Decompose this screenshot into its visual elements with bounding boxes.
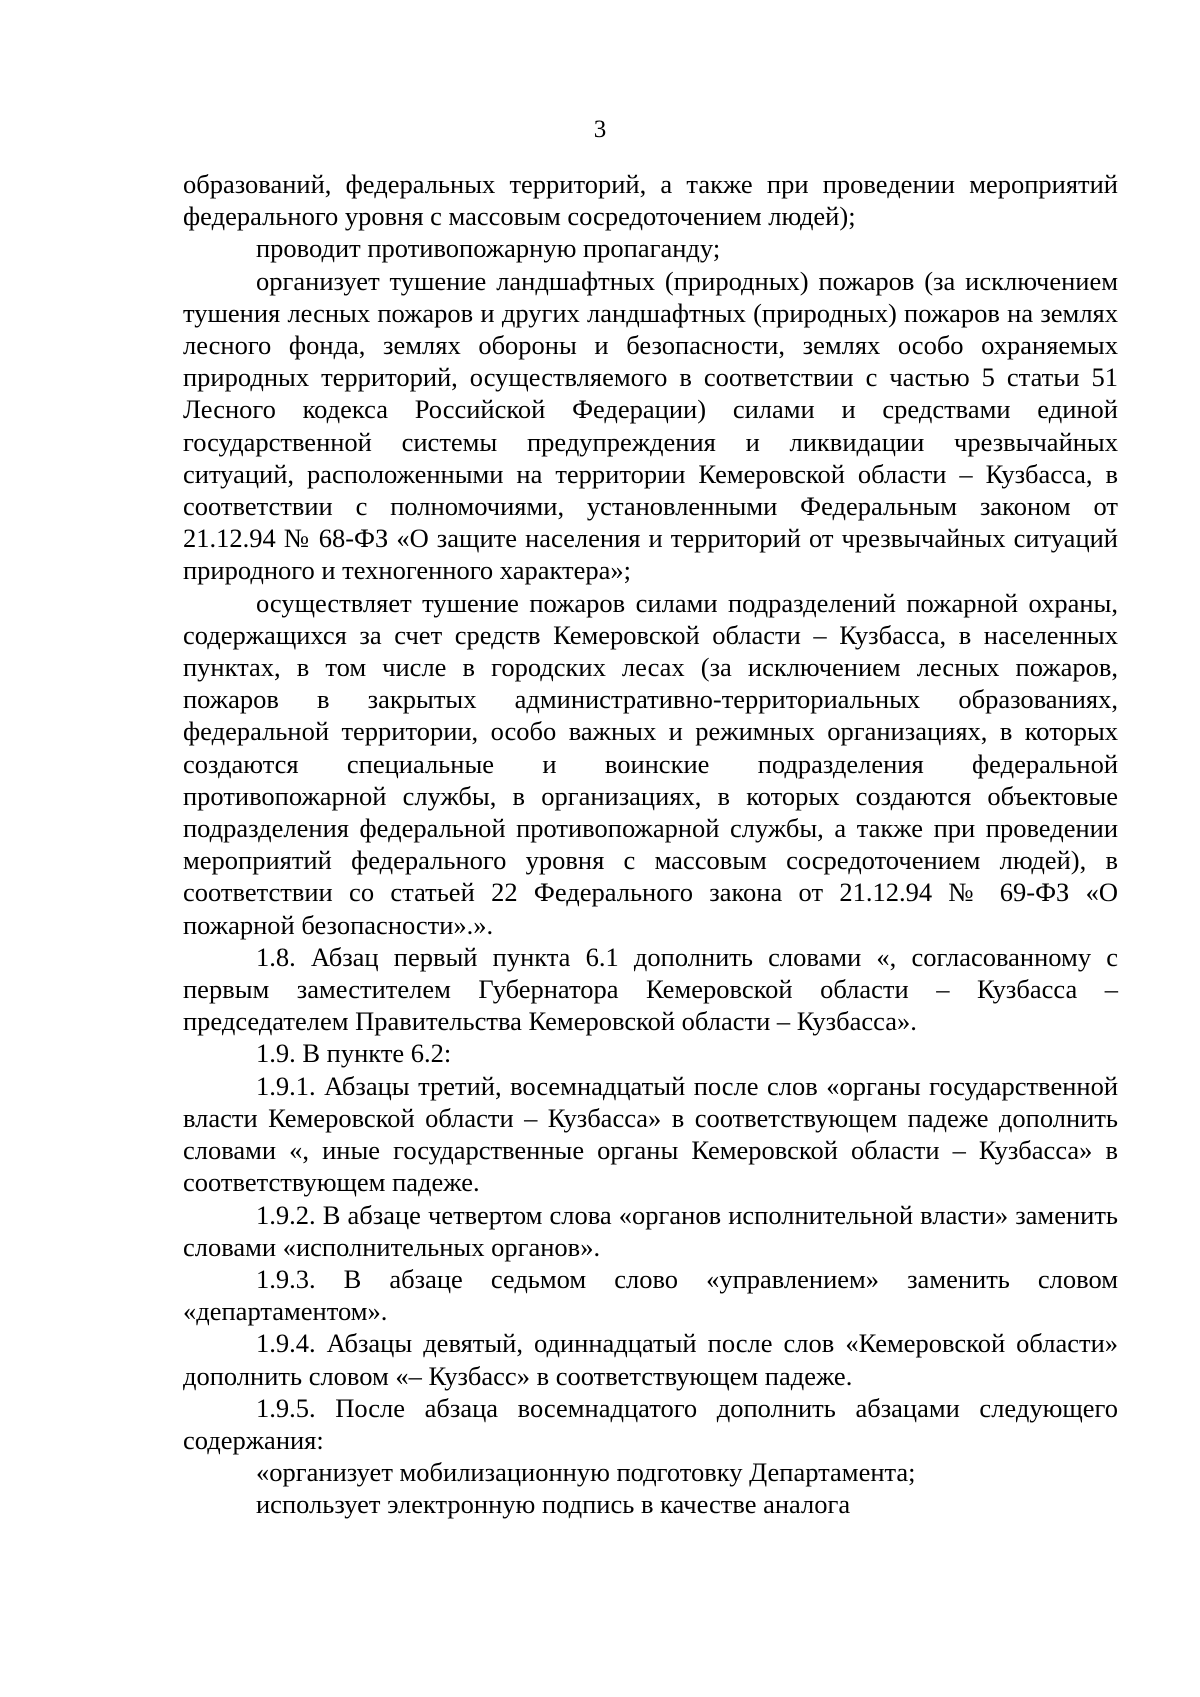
paragraph-mobilization: «организует мобилизационную подготовку Департамента; [256,1457,916,1488]
page-number: 3 [593,116,607,143]
paragraph-item-1-9-5: 1.9.5. После абзаца восемнадцатого дополнить абзацами следующего содержания: [183,1392,1118,1455]
paragraph-propaganda: проводит противопожарную пропаганду; [256,233,721,264]
paragraph-item-1-8: 1.8. Абзац первый пункта 6.1 дополнить словами «, согласованному с первым заместителем Губернатора Кемеровской области – Кузбасса – председателем Правительства Кемеровской области – Кузбасса». [183,941,1118,1037]
paragraph-item-1-9: 1.9. В пункте 6.2: [256,1038,452,1069]
paragraph-item-1-9-3: 1.9.3. В абзаце седьмом слово «управлением» заменить словом «департаментом». [183,1263,1118,1327]
paragraph-fire-extinguishing: осуществляет тушение пожаров силами подразделений пожарной охраны, содержащихся за счет средств Кемеровской области – Кузбасса, в населенных пунктах, в том числе в городских лесах (за исключением лесных пожаров, пожаров в закрытых административно-территориальных образованиях, федеральной территории, особо важных и режимных организациях, в которых создаются специальные и воинские подразделения федеральной противопожарной службы, в организациях, в которых создаются объектовые подразделения федеральной противопожарной службы, а также при проведении мероприятий федерального уровня с массовым сосредоточением людей), в соответствии со статьей 22 Федерального закона от 21.12.94 № 69-ФЗ «О пожарной безопасности».». [183,587,1118,940]
paragraph-item-1-9-1: 1.9.1. Абзацы третий, восемнадцатый после слов «органы государственной власти Кемеровской области – Кузбасса» в соответствующем падеже дополнить словами «, иные государственные органы Кемеровской области – Кузбасса» в соответствующем падеже. [183,1070,1118,1198]
paragraph-item-1-9-2: 1.9.2. В абзаце четвертом слова «органов исполнительной власти» заменить словами «исполнительных органов». [183,1199,1118,1262]
paragraph-continuation: образований, федеральных территорий, а также при проведении мероприятий федерального уровня с массовым сосредоточением людей); [183,169,1118,232]
paragraph-electronic-signature: использует электронную подпись в качестве аналога [256,1489,851,1520]
paragraph-landscape-fires: организует тушение ландшафтных (природных) пожаров (за исключением тушения лесных пожаров и других ландшафтных (природных) пожаров на землях лесного фонда, землях обороны и безопасности, землях особо охраняемых природных территорий, осуществляемого в соответствии с частью 5 статьи 51 Лесного кодекса Российской Федерации) силами и средствами единой государственной системы предупреждения и ликвидации чрезвычайных ситуаций, расположенными на территории Кемеровской области – Кузбасса, в соответствии с полномочиями, установленными Федеральным законом от 21.12.94 № 68-ФЗ «О защите населения и территорий от чрезвычайных ситуаций природного и техногенного характера»; [183,265,1118,586]
document-body [183,168,1118,1521]
paragraph-item-1-9-4: 1.9.4. Абзацы девятый, одиннадцатый после слов «Кемеровской области» дополнить словом «– Кузбасс» в соответствующем падеже. [183,1328,1118,1391]
